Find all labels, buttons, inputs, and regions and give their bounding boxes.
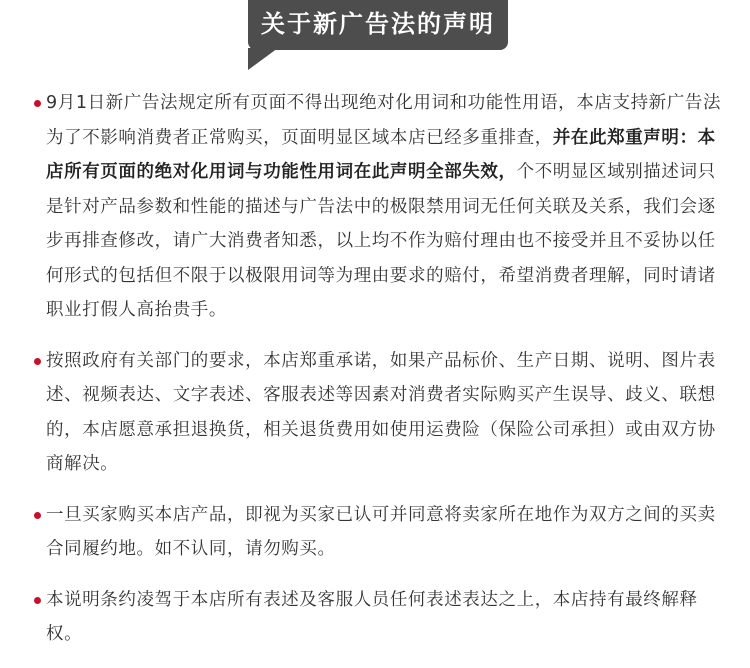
bullet-dot-icon bbox=[34, 512, 41, 519]
bullet-dot-icon bbox=[34, 358, 41, 365]
bullet-dot-icon bbox=[34, 100, 41, 107]
bullet-dot-icon bbox=[34, 597, 41, 604]
paragraph-4-text: 本说明条约凌驾于本店所有表述及客服人员任何表述表达之上，本店持有最终解释权。 bbox=[46, 589, 698, 644]
speech-bubble-tail bbox=[248, 48, 278, 70]
statement-paragraph-1 bbox=[34, 86, 724, 328]
statement-paragraph-3 bbox=[34, 498, 724, 567]
paragraph-1-bold-declaration: 并在此郑重声明：本店所有页面的绝对化用词与功能性用词在此声明全部失效， bbox=[46, 127, 716, 182]
statement-paragraph-2 bbox=[34, 344, 724, 482]
paragraph-1-text-end: 个不明显区域别描述词只是针对产品参数和性能的描述与广告法中的极限禁用词无任何关联及关系，我们会逐步再排查修改，请广大消费者知悉，以上均不作为赔付理由也不接受并且不妥协以任何形式的包括但不限于以极限用词等为理由要求的赔付，希望消费者理解，同时请诸职业打假人高抬贵手。 bbox=[46, 162, 716, 320]
paragraph-1-text-start: 9月1日新广告法规定所有页面不得出现绝对化用词和功能性用语，本店支持新广告法为了不影响消费者正常购买，页面明显区域本店已经多重排查， bbox=[46, 93, 722, 148]
page-title: 关于新广告法的声明 bbox=[248, 0, 508, 50]
statement-content bbox=[34, 86, 724, 668]
title-banner bbox=[0, 0, 750, 72]
paragraph-3-text: 一旦买家购买本店产品，即视为买家已认可并同意将卖家所在地作为双方之间的买卖合同履约地。如不认同，请勿购买。 bbox=[46, 504, 716, 559]
paragraph-2-text: 按照政府有关部门的要求，本店郑重承诺，如果产品标价、生产日期、说明、图片表述、视频表达、文字表述、客服表述等因素对消费者实际购买产生误导、歧义、联想的，本店愿意承担退换货，相关退货费用如使用运费险（保险公司承担）或由双方协商解决。 bbox=[46, 350, 716, 474]
statement-paragraph-4 bbox=[34, 583, 724, 652]
